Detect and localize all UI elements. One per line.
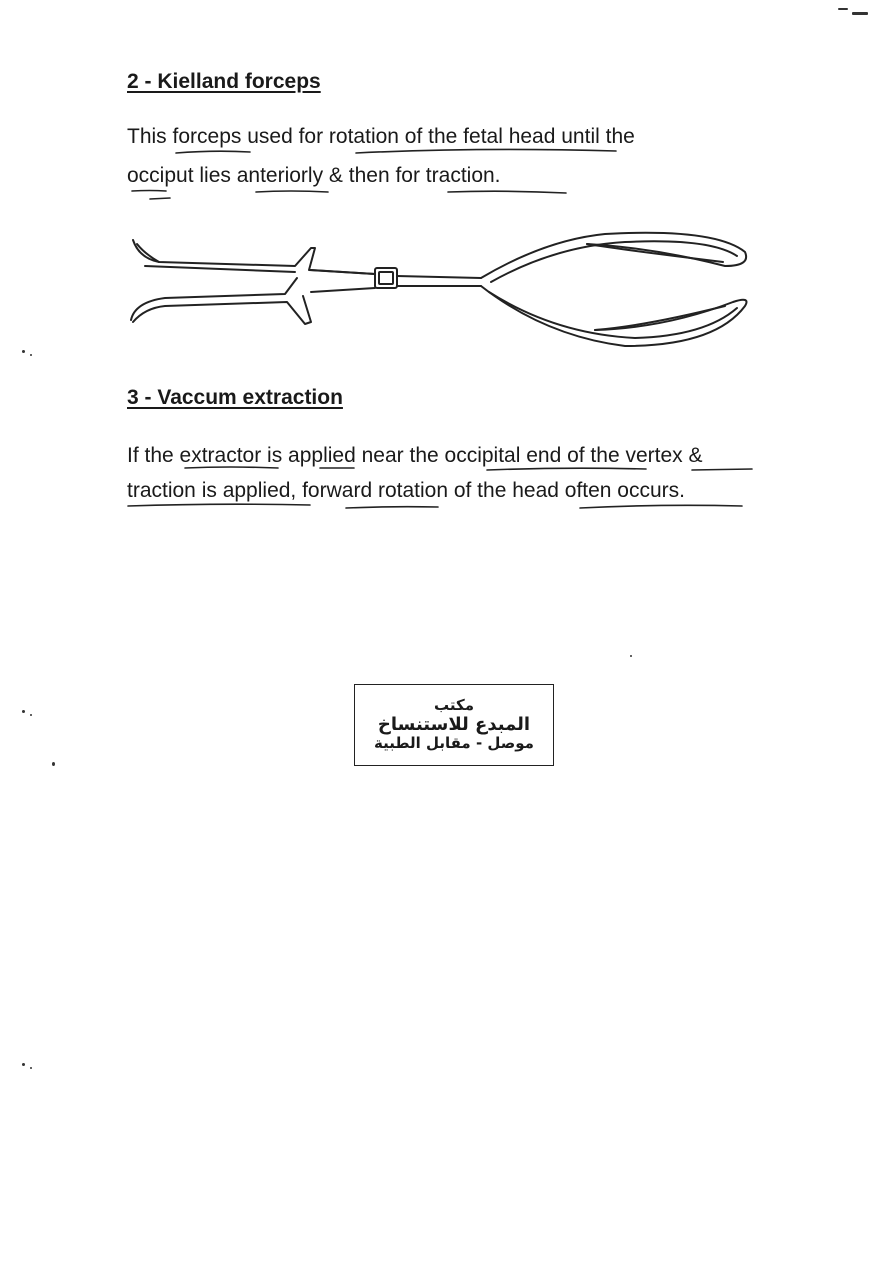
stamp-line-1: مكتب — [434, 696, 475, 715]
kielland-text-line-1: This forceps used for rotation of the fetal head until the — [127, 125, 635, 148]
stamp-line-3: موصل - مقابل الطبية — [374, 734, 534, 753]
scan-mark — [838, 8, 848, 10]
underline-traction — [448, 191, 566, 193]
underline-rotation — [356, 149, 616, 153]
scan-speck — [22, 1063, 25, 1066]
scan-speck — [22, 350, 25, 353]
underline-occiput-double — [150, 198, 170, 199]
scan-speck — [630, 655, 632, 657]
kielland-forceps-illustration — [125, 222, 755, 360]
underline-forceps — [176, 151, 250, 153]
stamp-line-2: المبدع للاستنساخ — [377, 713, 531, 735]
vacuum-extraction-heading: 3 - Vaccum extraction — [127, 386, 343, 409]
vacuum-text-line-1: If the extractor is applied near the occipital end of the vertex & — [127, 444, 703, 467]
scan-speck — [52, 762, 55, 766]
scan-speck — [30, 714, 32, 716]
scan-speck — [30, 354, 32, 356]
underline-occiput — [132, 191, 166, 192]
copy-shop-stamp — [354, 684, 554, 766]
vacuum-text-line-2: traction is applied, forward rotation of the head often occurs. — [127, 479, 685, 502]
scan-speck — [30, 1067, 32, 1069]
vacuum-extraction-paragraph — [127, 436, 847, 510]
underline-anteriorly — [256, 191, 328, 192]
kielland-forceps-heading: 2 - Kielland forceps — [127, 70, 321, 93]
scan-speck — [22, 710, 25, 713]
kielland-text-line-2: occiput lies anteriorly & then for traction. — [127, 164, 501, 187]
scan-mark — [852, 12, 868, 15]
